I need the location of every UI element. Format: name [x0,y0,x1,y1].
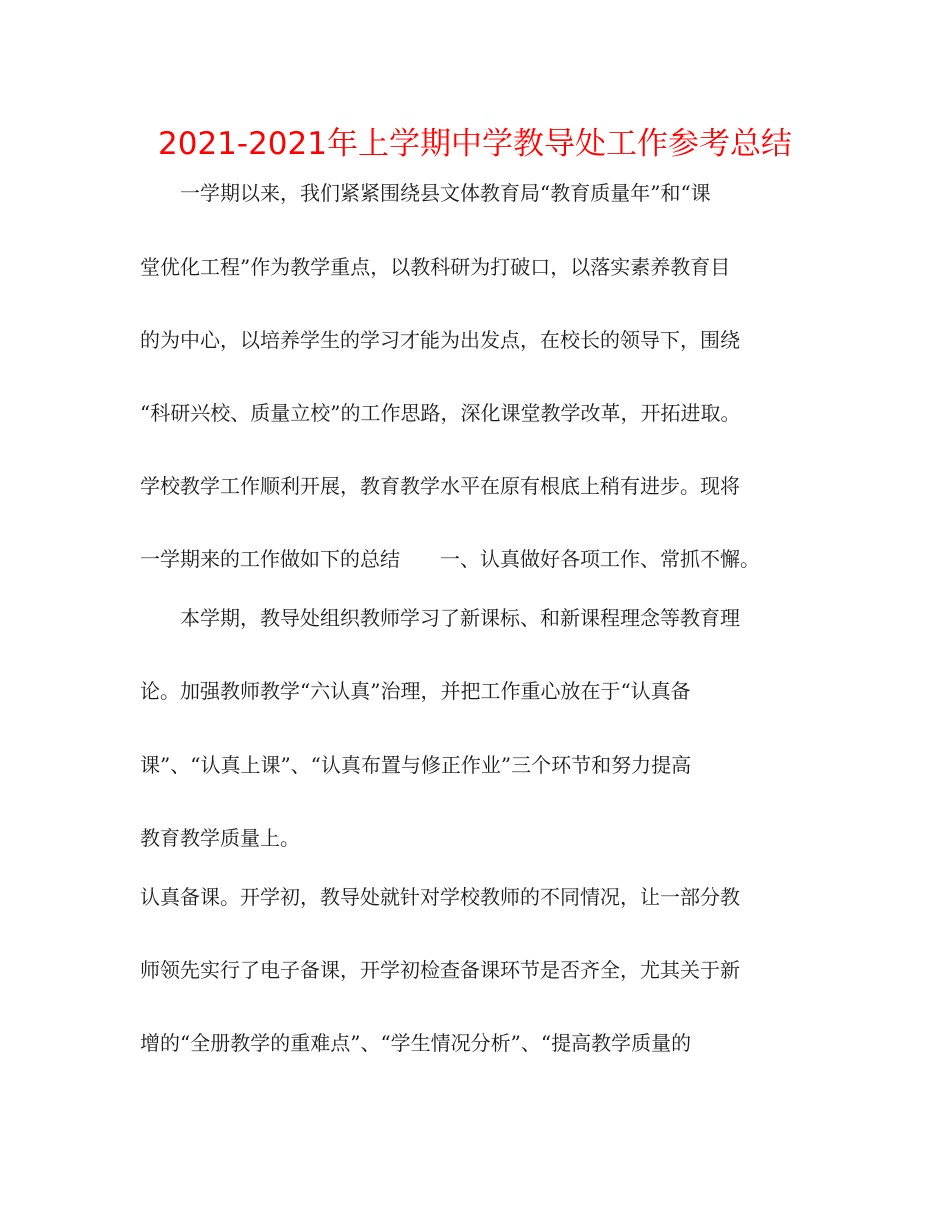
body-line: 的为中心，以培养学生的学习才能为出发点，在校长的领导下，围绕 [140,328,740,352]
body-line: 教育教学质量上。 [140,826,300,850]
body-line: 论。加强教师教学“六认真”治理，并把工作重心放在于“认真备 [140,679,691,703]
body-line: 本学期，教导处组织教师学习了新课标、和新课程理念等教育理 [140,606,740,630]
body-line: 一学期来的工作做如下的总结 一、认真做好各项工作、常抓不懈。 [140,547,760,571]
document-title: 2021-2021年上学期中学教导处工作参考总结 [158,126,792,162]
body-line: 堂优化工程”作为教学重点，以教科研为打破口，以落实素养教育目 [140,255,731,279]
body-line: 师领先实行了电子备课，开学初检查备课环节是否齐全，尤其关于新 [140,958,740,982]
body-line: 学校教学工作顺利开展，教育教学水平在原有根底上稍有进步。现将 [140,474,740,498]
body-line: 认真备课。开学初，教导处就针对学校教师的不同情况，让一部分教 [140,885,740,909]
body-line: 增的“全册教学的重难点”、“学生情况分析”、“提高教学质量的 [140,1031,692,1055]
body-line: “科研兴校、质量立校”的工作思路，深化课堂教学改革，开拓进取。 [140,401,741,425]
body-line: 课”、“认真上课”、“认真布置与修正作业”三个环节和努力提高 [140,753,692,777]
body-line: 一学期以来，我们紧紧围绕县文体教育局“教育质量年”和“课 [140,181,711,205]
